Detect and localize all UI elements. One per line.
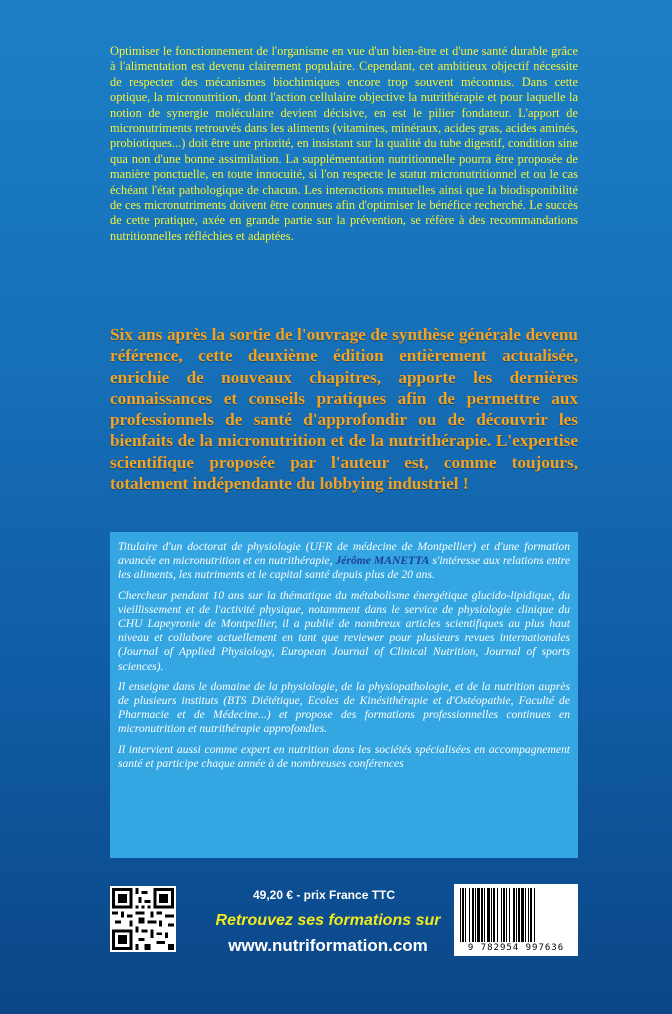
bio-intro-rest: s'intéresse aux relations entre les aliments, les nutriments et le capital santé depuis plus de 20 ans. [118, 554, 571, 582]
bio-paragraph-1 [118, 540, 570, 583]
edition-summary: Six ans après la sortie de l'ouvrage de synthèse générale devenu référence, cette deuxième édition entièrement actualisée, enrichie de nouveaux chapitres, apporte les dernières connaissances et conseils pratiques afin de permettre aux professionnels de santé d'approfondir ou de découvrir les bienfaits de la micronutrition et de la nutrithérapie. L'expertise scientifique proposée par l'auteur est, comme toujours, totalement indépendante du lobbying industriel ! [110, 325, 578, 494]
formations-tagline: Retrouvez ses formations sur [215, 912, 441, 929]
bio-intro-text: Titulaire d'un doctorat de physiologie (UFR de médecine de Montpellier) et d'une formation avancée en micronutrition et en nutrithérapie, [118, 540, 570, 568]
back-cover-footer [110, 880, 578, 976]
author-name: Jérôme MANETTA [335, 554, 430, 568]
website-link[interactable]: www.nutriformation.com [228, 936, 428, 955]
bio-paragraph-2: Chercheur pendant 10 ans sur la thématique du métabolisme énergétique glucido-lipidique, du vieillissement et de l'activité physique, notamment dans le service de physiologie clinique du CHU Lapeyronie de Montpellier, il a publié de nombreux articles scientifiques au plus haut niveau et collabore actuellement en tant que reviewer pour plusieurs revues internationales (Journal of Applied Physiology, European Journal of Clinical Nutrition, Journal of sports sciences). [118, 588, 570, 673]
price-label: 49,20 € - prix France TTC [252, 888, 396, 902]
author-bio-box [110, 532, 578, 858]
barcode-icon [458, 888, 574, 942]
intro-paragraph: Optimiser le fonctionnement de l'organisme en vue d'un bien-être et d'une santé durable grâce à l'alimentation est devenu clairement populaire. Cependant, cet ambitieux objectif nécessite de respecter des mécanismes biochimiques encore trop souvent méconnus. Dans cette optique, la micronutrition, dont l'action cellulaire objective la nutrithérapie et pour laquelle la notion de synergie moléculaire devient décisive, en est le pilier fondateur. L'apport de micronutriments retrouvés dans les aliments (vitamines, minéraux, acides gras, acides aminés, probiotiques...) doit être une priorité, en insistant sur la qualité du tube digestif, condition sine qua non d'une bonne assimilation. La supplémentation nutritionnelle pourra être proposée de manière ponctuelle, en toute innocuité, si l'on respecte le statut micronutritionnel et ou le cas échéant l'état pathologique de chacun. Les interactions mutuelles ainsi que la biodisponibilité de ces micronutriments doivent être connues afin d'optimiser le bénéfice recherché. Le succès de cette pratique, axée en grande partie sur la prévention, se réfère à des recommandations nutritionnelles réfléchies et adaptées. [110, 44, 578, 243]
barcode [454, 884, 578, 956]
barcode-number: 9 782954 997636 [467, 943, 565, 953]
qr-code-icon[interactable] [110, 886, 176, 952]
bio-paragraph-4: Il intervient aussi comme expert en nutrition dans les sociétés spécialisées en accompagnement santé et participe chaque année à de nombreuses conférences [118, 742, 570, 770]
bio-paragraph-3: Il enseigne dans le domaine de la physiologie, de la physiopathologie, et de la nutrition auprès de plusieurs instituts (BTS Diététique, Ecoles de Kinésithérapie et d'Ostéopathie, Faculté de Pharmacie et de Médecine...) et propose des formations professionnelles continues en micronutrition et nutrithérapie approfondies. [118, 679, 570, 736]
